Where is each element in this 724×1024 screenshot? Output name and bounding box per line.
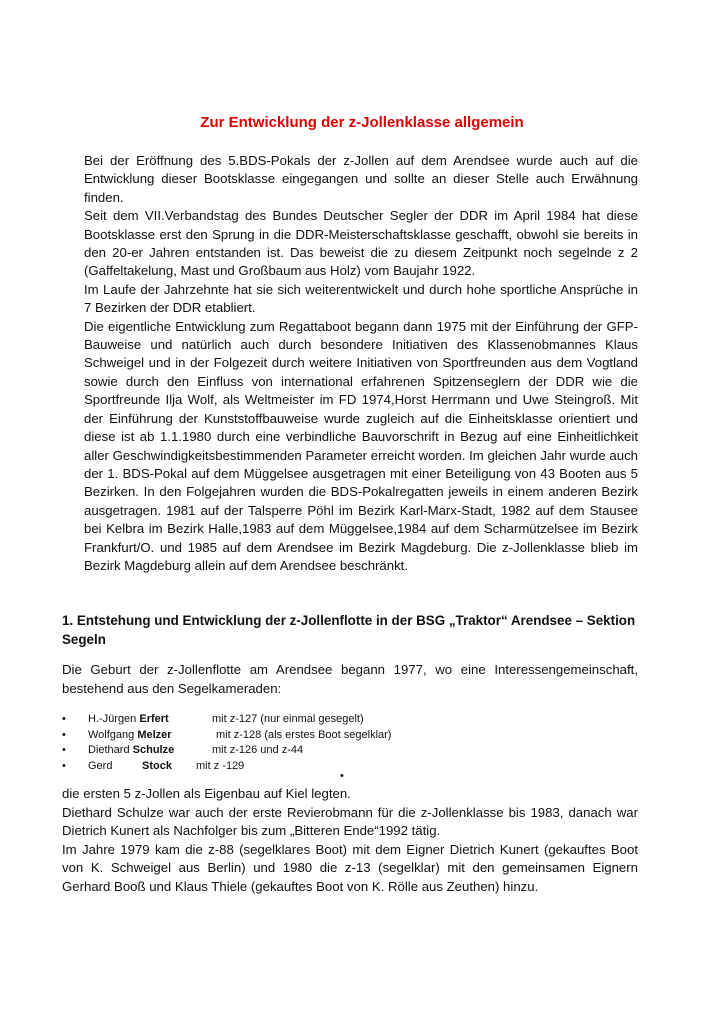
- bullet-icon: •: [62, 728, 66, 741]
- intro-paragraph: Bei der Eröffnung des 5.BDS-Pokals der z-Jollen auf dem Arendsee wurde auch auf die Entwicklung dieser Bootsklasse eingegangen und sollte an dieser Stelle auch Erwähnung finden.: [84, 153, 638, 205]
- bullet-icon: •: [62, 713, 66, 725]
- member-last-name: Stock: [142, 759, 172, 772]
- member-first-name: Diethard: [88, 744, 130, 756]
- intro-text: [84, 152, 638, 575]
- intro-paragraph: Im Laufe der Jahrzehnte hat sie sich weiterentwickelt und durch hohe sportliche Ansprüche in 7 Bezirken der DDR etabliert.: [84, 281, 638, 316]
- section-paragraph: Diethard Schulze war auch der erste Revierobmann für die z-Jollenklasse bis 1983, danach war Dietrich Kunert als Nachfolger bis zum „Bitteren Ende“1992 tätig.: [62, 804, 638, 839]
- member-boat: mit z-127 (nur einmal gesegelt): [212, 713, 364, 725]
- bullet-icon: •: [62, 744, 66, 756]
- list-item: [62, 728, 662, 744]
- list-item: [62, 743, 662, 759]
- member-list: [62, 712, 662, 774]
- member-last-name: Erfert: [139, 713, 169, 725]
- document-title: Zur Entwicklung der z-Jollenklasse allgemein: [200, 114, 524, 131]
- member-last-name: Schulze: [132, 744, 175, 756]
- member-last-name: Melzer: [137, 728, 172, 741]
- member-boat: mit z -129: [196, 759, 245, 772]
- member-first-name: Gerd: [88, 759, 113, 772]
- list-item: [62, 759, 662, 775]
- member-boat: mit z-128 (als erstes Boot segelklar): [216, 728, 392, 741]
- section-paragraph: die ersten 5 z-Jollen als Eigenbau auf Kiel legten.: [62, 786, 351, 801]
- member-boat: mit z-126 und z-44: [212, 744, 304, 756]
- member-first-name: Wolfgang: [88, 728, 135, 741]
- section-lead: [62, 661, 638, 698]
- section-paragraph: Im Jahre 1979 kam die z-88 (segelklares Boot) mit dem Eigner Dietrich Kunert (gekauftes Boot von K. Schweigel aus Berlin) und 1980 die z-13 (segelklar) mit den gemeinsamen Eignern Gerhard Booß und Klaus Thiele (gekauftes Boot von K. Rölle aus Zeuthen) hinzu.: [62, 841, 638, 894]
- section-lead-text: Die Geburt der z-Jollenflotte am Arendsee begann 1977, wo eine Interessengemeinschaft, bestehend aus den Segelkameraden:: [62, 662, 638, 696]
- bullet-icon: •: [62, 759, 66, 772]
- member-first-name: H.-Jürgen: [88, 713, 137, 725]
- list-item: [62, 712, 662, 728]
- section-continuation: [62, 785, 638, 897]
- stray-bullet-icon: •: [340, 770, 344, 782]
- intro-paragraph: Die eigentliche Entwicklung zum Regattaboot begann dann 1975 mit der Einführung der GFP-Bauweise und natürlich auch durch besondere Initiativen des Klassenobmannes Klaus Schweigel und in der Folgezeit durch weitere Initiativen von Sportfreunden aus dem Vogtland sowie durch den Einfluss von international erfahrenen Spitzenseglern der DDR wie die Sportfreunde Ilja Wolf, als Weltmeister im FD 1974,Horst Herrmann und Uwe Steingroß. Mit der Einführung der Kunststoffbauweise wurde zugleich auf die Einheitsklasse orientiert und diese ist ab 1.1.1980 durch eine verbindliche Bauvorschrift in Bezug auf eine Einheitlichkeit aller Geschwindigkeitsbestimmenden Parameter erreicht worden. Im gleichen Jahr wurde auch der 1. BDS-Pokal auf dem Müggelsee ausgetragen mit einer Beteiligung von 43 Booten aus 5 Bezirken. In den Folgejahren wurden die BDS-Pokalregatten jeweils in einem anderen Bezirk ausgetragen. 1981 auf der Talsperre Pöhl im Bezirk Karl-Marx-Stadt, 1982 auf dem Stausee bei Kelbra im Bezirk Halle,1983 auf dem Müggelsee,1984 auf dem Scharmützelsee im Bezirk Frankfurt/O. und 1985 auf dem Arendsee im Bezirk Magdeburg. Die z-Jollenklasse blieb im Bezirk Magdeburg allein auf dem Arendsee beschränkt.: [84, 318, 638, 573]
- intro-paragraph: Seit dem VII.Verbandstag des Bundes Deutscher Segler der DDR im April 1984 hat diese Bootsklasse erst den Sprung in die DDR-Meisterschaftsklasse geschafft, obwohl sie bereits in den 20-er Jahren entstanden ist. Das beweist die zu diesem Zeitpunkt noch segelnde z 2 (Gaffeltakelung, Mast und Großbaum aus Holz) vom Baujahr 1922.: [84, 208, 638, 279]
- section-heading: 1. Entstehung und Entwicklung der z-Jollenflotte in der BSG „Traktor“ Arendsee – Sektion Segeln: [62, 613, 636, 647]
